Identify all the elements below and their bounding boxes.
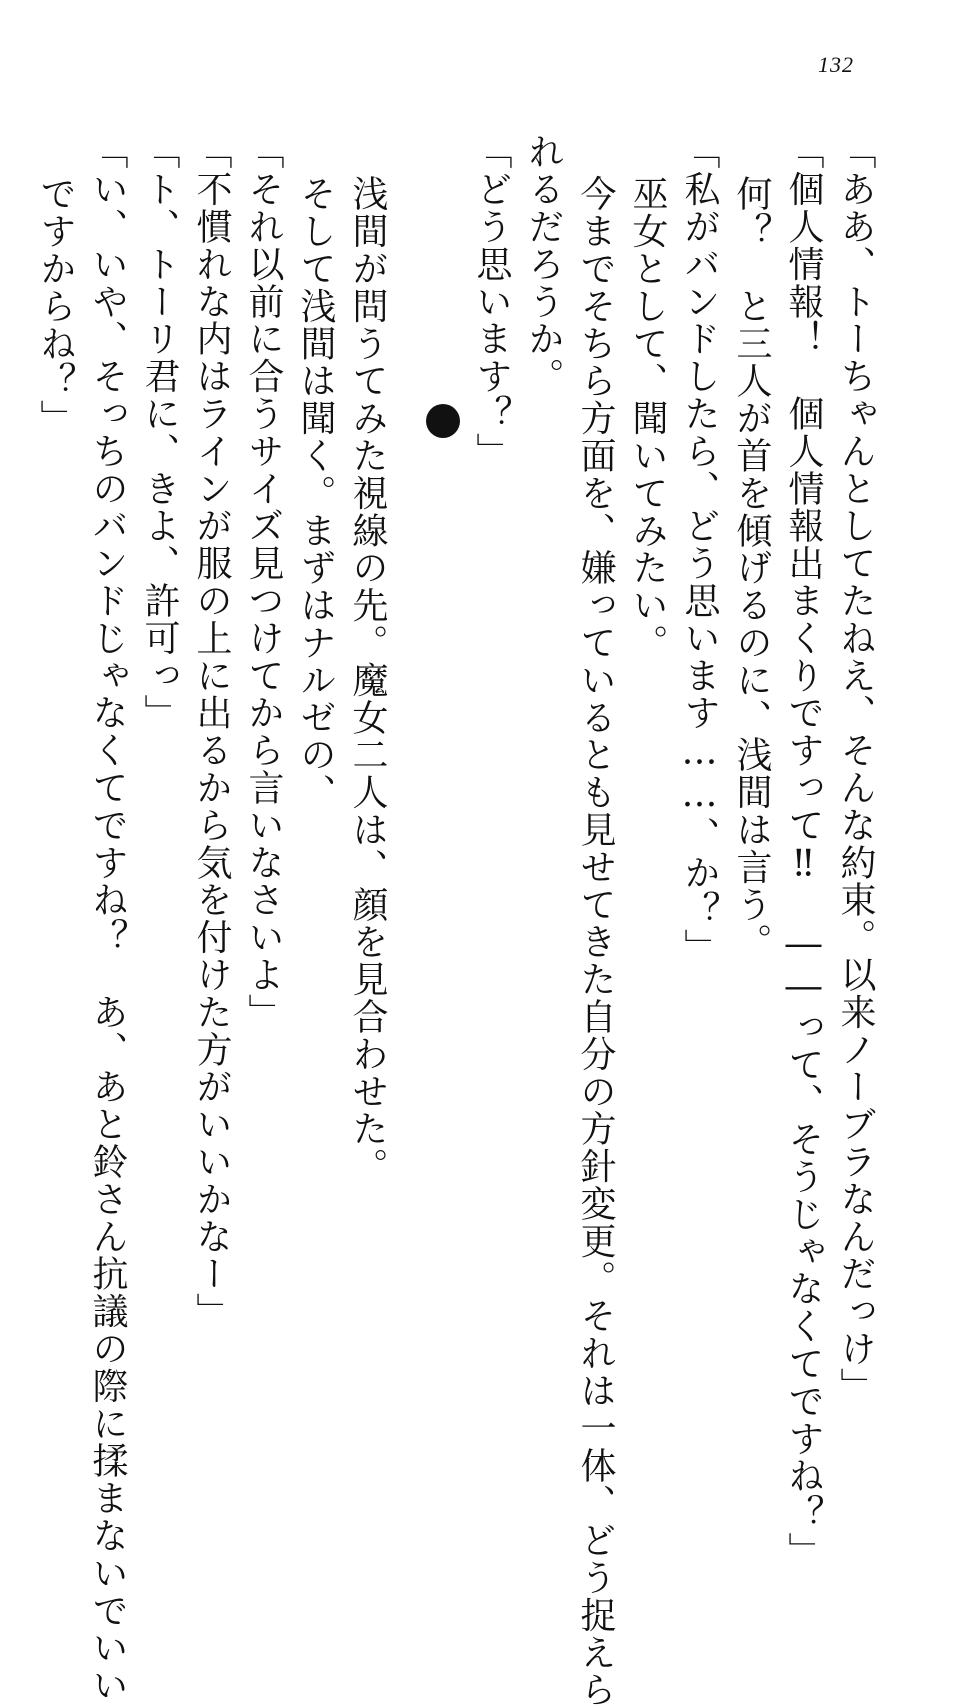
text-column: 「それ以前に合うサイズ見つけてから言いなさいよ」	[243, 133, 284, 1031]
text-column: 今までそちら方面を、嫌っているとも見せてきた自分の方針変更。それは一体、どう捉えら	[575, 175, 616, 1708]
text-column: ですからね？」	[35, 175, 76, 437]
text-column: 「ト、トーリ君に、きよ、許可っ」	[139, 133, 180, 732]
text-column: 「私がバンドしたら、どう思います……、か？」	[679, 133, 720, 966]
section-break-icon	[426, 404, 460, 438]
text-column: 「ああ、トーちゃんとしてたねえ、そんな約束。以来ノーブラなんだっけ」	[835, 133, 876, 1405]
text-column: 「不慣れな内はラインが服の上に出るから気を付けた方がいいかなー」	[191, 133, 232, 1330]
text-column: 何？ と三人が首を傾げるのに、浅間は言う。	[731, 175, 772, 961]
text-column: 巫女として、聞いてみたい。	[627, 175, 668, 662]
text-column: そして浅間は聞く。まずはナルゼの、	[295, 175, 336, 811]
text-column: 「どう思います？」	[471, 133, 512, 470]
text-column: 浅間が問うてみた視線の先。魔女二人は、顔を見合わせた。	[347, 175, 388, 1185]
text-column: れるだろうか。	[523, 133, 564, 395]
text-column: 「い、いや、そっちのバンドじゃなくてですね？ あ、あと鈴さん抗議の際に揉まないでいい	[87, 133, 128, 1704]
page-number: 132	[818, 52, 854, 77]
text-column: 「個人情報！ 個人情報出まくりですって‼ ――って、そうじゃなくてですね？」	[783, 133, 824, 1570]
